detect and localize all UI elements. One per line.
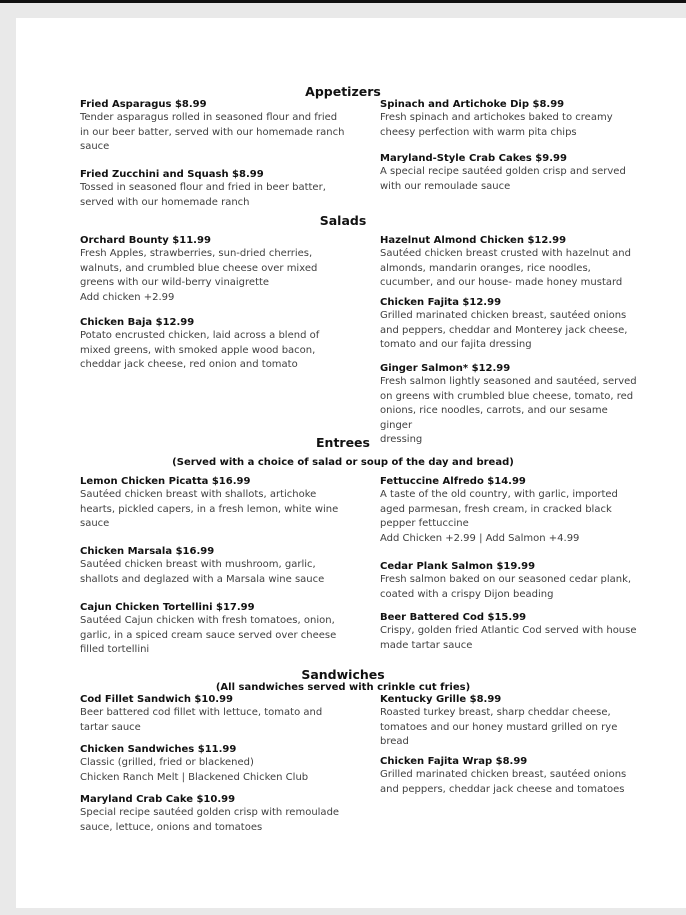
menu-item: [380, 693, 642, 750]
item-description: A taste of the old country, with garlic, imported aged parmesan, fresh cream, in cracked black pepper fettuccine Add Chicken +2.99 | Add Salmon +4.99: [380, 489, 618, 544]
menu-item: [80, 793, 348, 835]
item-name: Cod Fillet Sandwich $10.99: [80, 694, 234, 705]
item-description: Classic (grilled, fried or blackened) Chicken Ranch Melt | Blackened Chicken Club: [80, 757, 309, 783]
item-description: Sautéed chicken breast with shallots, artichoke hearts, pickled capers, in a fresh lemon, white wine sauce: [80, 489, 339, 529]
item-name: Maryland-Style Crab Cakes $9.99: [380, 153, 567, 164]
item-name: Fettuccine Alfredo $14.99: [380, 476, 526, 487]
item-description: Crispy, golden fried Atlantic Cod served with house made tartar sauce: [380, 625, 637, 651]
menu-item: [380, 611, 642, 653]
menu-item: [380, 475, 642, 546]
menu-item: [380, 296, 642, 353]
item-name: Beer Battered Cod $15.99: [380, 612, 527, 623]
item-description: Sautéed chicken breast with mushroom, garlic, shallots and deglazed with a Marsala wine sauce: [80, 559, 325, 585]
item-name: Ginger Salmon* $12.99: [380, 363, 511, 374]
item-description: Fresh salmon baked on our seasoned cedar plank, coated with a crispy Dijon beading: [380, 574, 632, 600]
menu-item: [80, 475, 348, 532]
item-description: A special recipe sautéed golden crisp and served with our remoulade sauce: [380, 166, 626, 192]
item-description: Beer battered cod fillet with lettuce, tomato and tartar sauce: [80, 707, 323, 733]
appetizers-heading: Appetizers: [305, 84, 381, 99]
item-name: Chicken Marsala $16.99: [80, 546, 215, 557]
item-description: Roasted turkey breast, sharp cheddar cheese, tomatoes and our honey mustard grilled on rye bread: [380, 707, 618, 747]
menu-item: [380, 234, 642, 291]
item-name: Lemon Chicken Picatta $16.99: [80, 476, 251, 487]
menu-item: [80, 545, 348, 587]
menu-item: [80, 168, 348, 210]
item-description: Potato encrusted chicken, laid across a blend of mixed greens, with smoked apple wood bacon, cheddar jack cheese, red onion and tomato: [80, 330, 320, 370]
item-description: Sautéed chicken breast crusted with hazelnut and almonds, mandarin oranges, rice noodles, cucumber, and our house- made honey mustard: [380, 248, 631, 288]
item-name: Hazelnut Almond Chicken $12.99: [380, 235, 567, 246]
sandwiches-subtitle: (All sandwiches served with crinkle cut fries): [215, 682, 471, 693]
item-description: Fresh Apples, strawberries, sun-dried cherries, walnuts, and crumbled blue cheese over mixed greens with our wild-berry vinaigrette Add chicken +2.99: [80, 248, 318, 303]
menu-item: [380, 755, 642, 797]
menu-item: [80, 98, 348, 155]
menu-item: [80, 234, 348, 305]
salads-heading: Salads: [319, 213, 367, 228]
item-name: Fried Asparagus $8.99: [80, 99, 207, 110]
item-description: Sautéed Cajun chicken with fresh tomatoes, onion, garlic, in a spiced cream sauce served over cheese filled tortellini: [80, 615, 337, 655]
item-name: Chicken Fajita Wrap $8.99: [380, 756, 528, 767]
item-name: Orchard Bounty $11.99: [80, 235, 211, 246]
entrees-heading: Entrees: [316, 435, 370, 450]
item-description: Grilled marinated chicken breast, sautéed onions and peppers, cheddar jack cheese and tomatoes: [380, 769, 627, 795]
menu-item: [380, 560, 642, 602]
item-description: Fresh salmon lightly seasoned and sautéed, served on greens with crumbled blue cheese, tomato, red onions, rice noodles, carrots, and our sesame ginger dressing: [380, 376, 637, 445]
item-name: Kentucky Grille $8.99: [380, 694, 502, 705]
item-name: Cedar Plank Salmon $19.99: [380, 561, 536, 572]
item-name: Maryland Crab Cake $10.99: [80, 794, 236, 805]
item-name: Fried Zucchini and Squash $8.99: [80, 169, 264, 180]
menu-item: [80, 316, 348, 373]
menu-item: [380, 98, 642, 140]
item-name: Chicken Fajita $12.99: [380, 297, 502, 308]
menu-item: [380, 152, 642, 194]
item-name: Chicken Baja $12.99: [80, 317, 195, 328]
item-description: Special recipe sautéed golden crisp with remoulade sauce, lettuce, onions and tomatoes: [80, 807, 340, 833]
item-name: Cajun Chicken Tortellini $17.99: [80, 602, 255, 613]
menu-item: [80, 601, 348, 658]
item-name: Chicken Sandwiches $11.99: [80, 744, 237, 755]
item-description: Tossed in seasoned flour and fried in beer batter, served with our homemade ranch: [80, 182, 326, 208]
item-name: Spinach and Artichoke Dip $8.99: [380, 99, 565, 110]
entrees-subtitle: (Served with a choice of salad or soup of the day and bread): [172, 457, 514, 468]
sandwiches-heading: Sandwiches: [301, 667, 385, 682]
item-description: Fresh spinach and artichokes baked to creamy cheesy perfection with warm pita chips: [380, 112, 613, 138]
menu-item: [80, 693, 348, 735]
item-description: Tender asparagus rolled in seasoned flour and fried in our beer batter, served with our homemade ranch sauce: [80, 112, 345, 152]
menu-item: [80, 743, 348, 785]
top-border: [0, 0, 686, 3]
item-description: Grilled marinated chicken breast, sautéed onions and peppers, cheddar and Monterey jack cheese, tomato and our fajita dressing: [380, 310, 628, 350]
